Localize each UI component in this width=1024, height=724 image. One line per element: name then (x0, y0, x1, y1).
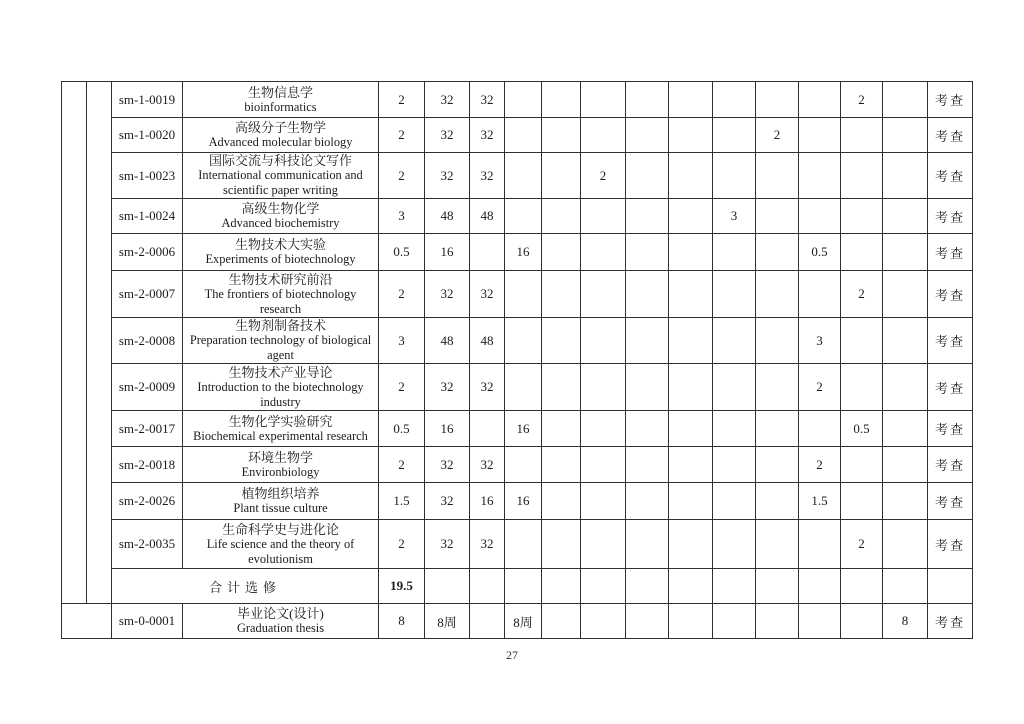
course-code-cell: sm-2-0026 (112, 483, 183, 520)
semester-4-cell (713, 604, 756, 639)
course-name-zh: 生物技术产业导论 (228, 364, 333, 380)
experiment-hours-cell (505, 447, 542, 483)
semester-2-cell (626, 411, 669, 447)
semester-8-cell (883, 569, 928, 604)
course-code-cell: sm-2-0008 (112, 318, 183, 364)
semester-1-cell (581, 520, 626, 569)
credits-cell: 2 (379, 447, 425, 483)
course-name-zh: 生物化学实验研究 (228, 413, 333, 429)
table-row (62, 447, 973, 483)
course-name-zh: 生物技术研究前沿 (228, 271, 333, 287)
course-name-zh: 生物信息学 (247, 84, 313, 100)
table-row (62, 411, 973, 447)
course-name-zh: 环境生物学 (247, 449, 313, 465)
table-row (62, 364, 973, 411)
course-name-cell (183, 199, 379, 234)
lecture-hours-cell: 32 (470, 118, 505, 153)
semester-1-cell (581, 604, 626, 639)
semester-5-cell (756, 318, 799, 364)
semester-3-cell (669, 411, 713, 447)
experiment-hours-cell (505, 318, 542, 364)
table-row (62, 82, 973, 118)
semester-8-cell (883, 318, 928, 364)
semester-2-cell (626, 364, 669, 411)
experiment-hours-cell (505, 118, 542, 153)
semester-7-cell (841, 199, 883, 234)
semester-3-cell (669, 447, 713, 483)
table-row (62, 520, 973, 569)
semester-5-cell: 2 (756, 118, 799, 153)
lecture-hours-cell: 32 (470, 153, 505, 199)
semester-2-cell (626, 447, 669, 483)
course-name-cell (183, 447, 379, 483)
course-name-zh: 生物技术大实验 (234, 237, 326, 252)
table-row (62, 604, 973, 639)
total-hours-cell: 32 (425, 447, 470, 483)
credits-cell: 2 (379, 118, 425, 153)
assessment-cell: 考查 (928, 447, 973, 483)
category-cell (62, 82, 87, 604)
course-code-cell: sm-1-0020 (112, 118, 183, 153)
other-hours-cell (542, 364, 581, 411)
other-hours-cell (542, 604, 581, 639)
table-row (62, 271, 973, 318)
semester-5-cell (756, 271, 799, 318)
semester-8-cell (883, 199, 928, 234)
credits-cell: 2 (379, 520, 425, 569)
other-hours-cell (542, 271, 581, 318)
experiment-hours-cell: 16 (505, 234, 542, 271)
course-name-cell (183, 82, 379, 118)
assessment-cell: 考查 (928, 271, 973, 318)
semester-1-cell (581, 447, 626, 483)
page-number: 27 (506, 648, 518, 662)
course-code-cell: sm-2-0017 (112, 411, 183, 447)
semester-4-cell (713, 318, 756, 364)
semester-1-cell (581, 411, 626, 447)
subcategory-cell (87, 82, 112, 604)
other-hours-cell (542, 82, 581, 118)
curriculum-table-body (62, 82, 973, 639)
section-cell (62, 604, 112, 639)
semester-1-cell (581, 234, 626, 271)
course-name-zh: 高级生物化学 (241, 201, 320, 216)
semester-5-cell (756, 199, 799, 234)
course-name-en: Introduction to the biotechnology industry (197, 379, 364, 409)
semester-7-cell (841, 364, 883, 411)
course-name-en: Life science and the theory of evolutionism (206, 536, 355, 566)
assessment-cell: 考查 (928, 520, 973, 569)
semester-6-cell (799, 118, 841, 153)
semester-2-cell (626, 318, 669, 364)
course-name-en: bioinformatics (244, 99, 317, 114)
semester-8-cell (883, 118, 928, 153)
semester-3-cell (669, 153, 713, 199)
course-name-zh: 高级分子生物学 (234, 120, 326, 135)
semester-1-cell (581, 483, 626, 520)
assessment-cell: 考查 (928, 483, 973, 520)
lecture-hours-cell (470, 234, 505, 271)
semester-6-cell (799, 604, 841, 639)
assessment-cell: 考查 (928, 364, 973, 411)
total-hours-cell: 32 (425, 483, 470, 520)
course-name-en: Preparation technology of biological agent (189, 333, 372, 362)
course-name-en: Experiments of biotechnology (205, 252, 356, 266)
semester-6-cell (799, 153, 841, 199)
course-name-cell (183, 118, 379, 153)
semester-3-cell (669, 82, 713, 118)
total-hours-cell: 16 (425, 411, 470, 447)
total-hours-cell: 32 (425, 271, 470, 318)
semester-2-cell (626, 153, 669, 199)
lecture-hours-cell: 16 (470, 483, 505, 520)
course-code-cell: sm-2-0006 (112, 234, 183, 271)
semester-6-cell (799, 199, 841, 234)
course-name-cell (183, 604, 379, 639)
course-name-cell (183, 520, 379, 569)
semester-3-cell (669, 199, 713, 234)
table-row (62, 153, 973, 199)
semester-1-cell (581, 82, 626, 118)
lecture-hours-cell (470, 569, 505, 604)
semester-7-cell (841, 483, 883, 520)
semester-8-cell: 8 (883, 604, 928, 639)
semester-7-cell (841, 153, 883, 199)
course-code-cell: sm-2-0018 (112, 447, 183, 483)
curriculum-table-wrap (61, 81, 973, 639)
curriculum-table (61, 81, 973, 639)
semester-7-cell (841, 447, 883, 483)
semester-6-cell (799, 520, 841, 569)
semester-7-cell: 2 (841, 520, 883, 569)
credits-cell: 3 (379, 199, 425, 234)
other-hours-cell (542, 318, 581, 364)
course-name-zh: 生物剂制备技术 (234, 318, 326, 333)
semester-5-cell (756, 234, 799, 271)
semester-4-cell (713, 569, 756, 604)
semester-8-cell (883, 520, 928, 569)
semester-3-cell (669, 520, 713, 569)
course-code-cell: sm-2-0009 (112, 364, 183, 411)
lecture-hours-cell: 48 (470, 318, 505, 364)
semester-5-cell (756, 520, 799, 569)
other-hours-cell (542, 153, 581, 199)
experiment-hours-cell (505, 82, 542, 118)
semester-5-cell (756, 569, 799, 604)
assessment-cell (928, 569, 973, 604)
semester-3-cell (669, 234, 713, 271)
course-name-en: The frontiers of biotechnology research (204, 286, 357, 316)
other-hours-cell (542, 118, 581, 153)
semester-5-cell (756, 447, 799, 483)
semester-6-cell: 1.5 (799, 483, 841, 520)
semester-7-cell (841, 318, 883, 364)
semester-3-cell (669, 569, 713, 604)
table-row (62, 199, 973, 234)
semester-7-cell (841, 118, 883, 153)
experiment-hours-cell (505, 364, 542, 411)
course-name-en: Environbiology (241, 464, 320, 479)
semester-5-cell (756, 411, 799, 447)
semester-6-cell: 0.5 (799, 234, 841, 271)
total-hours-cell: 48 (425, 318, 470, 364)
course-code-cell: sm-2-0007 (112, 271, 183, 318)
semester-6-cell: 2 (799, 447, 841, 483)
credits-cell: 0.5 (379, 234, 425, 271)
semester-6-cell: 3 (799, 318, 841, 364)
summary-row (62, 569, 973, 604)
semester-4-cell (713, 520, 756, 569)
experiment-hours-cell (505, 199, 542, 234)
other-hours-cell (542, 411, 581, 447)
summary-credits-cell: 19.5 (379, 569, 425, 604)
semester-2-cell (626, 483, 669, 520)
semester-8-cell (883, 483, 928, 520)
experiment-hours-cell: 16 (505, 483, 542, 520)
semester-6-cell (799, 82, 841, 118)
semester-1-cell (581, 569, 626, 604)
course-name-zh: 生命科学史与进化论 (221, 521, 339, 537)
experiment-hours-cell: 8周 (505, 604, 542, 639)
credits-cell: 3 (379, 318, 425, 364)
course-name-en: International communication and scientific paper writing (198, 168, 363, 197)
semester-2-cell (626, 271, 669, 318)
assessment-cell: 考查 (928, 199, 973, 234)
table-row (62, 234, 973, 271)
other-hours-cell (542, 199, 581, 234)
semester-8-cell (883, 153, 928, 199)
credits-cell: 2 (379, 364, 425, 411)
summary-label-cell: 合计选修 (112, 569, 379, 604)
credits-cell: 8 (379, 604, 425, 639)
semester-3-cell (669, 118, 713, 153)
semester-4-cell (713, 118, 756, 153)
semester-7-cell (841, 234, 883, 271)
total-hours-cell: 48 (425, 199, 470, 234)
semester-8-cell (883, 364, 928, 411)
total-hours-cell: 32 (425, 118, 470, 153)
assessment-cell: 考查 (928, 153, 973, 199)
total-hours-cell: 32 (425, 364, 470, 411)
semester-8-cell (883, 234, 928, 271)
semester-1-cell (581, 199, 626, 234)
lecture-hours-cell: 48 (470, 199, 505, 234)
semester-1-cell: 2 (581, 153, 626, 199)
lecture-hours-cell: 32 (470, 271, 505, 318)
semester-8-cell (883, 271, 928, 318)
course-name-cell (183, 483, 379, 520)
course-name-cell (183, 318, 379, 364)
lecture-hours-cell: 32 (470, 364, 505, 411)
semester-8-cell (883, 447, 928, 483)
semester-7-cell (841, 604, 883, 639)
semester-1-cell (581, 118, 626, 153)
course-name-en: Advanced molecular biology (208, 135, 353, 149)
course-code-cell: sm-1-0024 (112, 199, 183, 234)
assessment-cell: 考查 (928, 118, 973, 153)
assessment-cell: 考查 (928, 411, 973, 447)
total-hours-cell (425, 569, 470, 604)
semester-2-cell (626, 520, 669, 569)
semester-4-cell (713, 364, 756, 411)
semester-5-cell (756, 364, 799, 411)
semester-3-cell (669, 483, 713, 520)
lecture-hours-cell (470, 604, 505, 639)
semester-2-cell (626, 604, 669, 639)
semester-2-cell (626, 118, 669, 153)
other-hours-cell (542, 234, 581, 271)
semester-8-cell (883, 82, 928, 118)
experiment-hours-cell (505, 153, 542, 199)
course-code-cell: sm-2-0035 (112, 520, 183, 569)
assessment-cell: 考查 (928, 234, 973, 271)
credits-cell: 2 (379, 82, 425, 118)
course-code-cell: sm-1-0023 (112, 153, 183, 199)
semester-6-cell (799, 271, 841, 318)
table-row (62, 118, 973, 153)
course-name-zh: 毕业论文(设计) (237, 606, 324, 621)
semester-7-cell: 0.5 (841, 411, 883, 447)
semester-3-cell (669, 318, 713, 364)
credits-cell: 1.5 (379, 483, 425, 520)
semester-1-cell (581, 318, 626, 364)
course-name-en: Advanced biochemistry (221, 216, 340, 230)
total-hours-cell: 32 (425, 520, 470, 569)
assessment-cell: 考查 (928, 82, 973, 118)
assessment-cell: 考查 (928, 318, 973, 364)
total-hours-cell: 32 (425, 82, 470, 118)
semester-6-cell: 2 (799, 364, 841, 411)
course-name-en: Plant tissue culture (233, 501, 328, 515)
course-name-en: Biochemical experimental research (193, 428, 368, 443)
semester-7-cell: 2 (841, 82, 883, 118)
assessment-cell: 考查 (928, 604, 973, 639)
semester-5-cell (756, 82, 799, 118)
other-hours-cell (542, 483, 581, 520)
semester-3-cell (669, 364, 713, 411)
experiment-hours-cell (505, 520, 542, 569)
total-hours-cell: 8周 (425, 604, 470, 639)
credits-cell: 2 (379, 271, 425, 318)
semester-4-cell (713, 234, 756, 271)
experiment-hours-cell: 16 (505, 411, 542, 447)
experiment-hours-cell (505, 569, 542, 604)
experiment-hours-cell (505, 271, 542, 318)
semester-6-cell (799, 569, 841, 604)
other-hours-cell (542, 520, 581, 569)
credits-cell: 2 (379, 153, 425, 199)
other-hours-cell (542, 447, 581, 483)
semester-7-cell (841, 569, 883, 604)
course-name-zh: 植物组织培养 (241, 486, 320, 501)
total-hours-cell: 16 (425, 234, 470, 271)
course-code-cell: sm-1-0019 (112, 82, 183, 118)
lecture-hours-cell: 32 (470, 520, 505, 569)
semester-1-cell (581, 271, 626, 318)
table-row (62, 483, 973, 520)
lecture-hours-cell (470, 411, 505, 447)
semester-5-cell (756, 604, 799, 639)
semester-2-cell (626, 82, 669, 118)
semester-8-cell (883, 411, 928, 447)
semester-3-cell (669, 604, 713, 639)
semester-1-cell (581, 364, 626, 411)
semester-3-cell (669, 271, 713, 318)
semester-4-cell (713, 82, 756, 118)
semester-5-cell (756, 153, 799, 199)
course-name-cell (183, 234, 379, 271)
semester-4-cell (713, 447, 756, 483)
lecture-hours-cell: 32 (470, 447, 505, 483)
semester-4-cell: 3 (713, 199, 756, 234)
semester-7-cell: 2 (841, 271, 883, 318)
course-code-cell: sm-0-0001 (112, 604, 183, 639)
course-name-cell (183, 271, 379, 318)
course-name-cell (183, 153, 379, 199)
course-name-zh: 国际交流与科技论文写作 (208, 153, 352, 168)
course-name-en: Graduation thesis (236, 621, 325, 635)
semester-4-cell (713, 271, 756, 318)
semester-4-cell (713, 483, 756, 520)
semester-6-cell (799, 411, 841, 447)
total-hours-cell: 32 (425, 153, 470, 199)
course-name-cell (183, 364, 379, 411)
semester-4-cell (713, 411, 756, 447)
semester-5-cell (756, 483, 799, 520)
lecture-hours-cell: 32 (470, 82, 505, 118)
semester-2-cell (626, 234, 669, 271)
semester-4-cell (713, 153, 756, 199)
semester-2-cell (626, 569, 669, 604)
table-row (62, 318, 973, 364)
semester-2-cell (626, 199, 669, 234)
other-hours-cell (542, 569, 581, 604)
credits-cell: 0.5 (379, 411, 425, 447)
course-name-cell (183, 411, 379, 447)
